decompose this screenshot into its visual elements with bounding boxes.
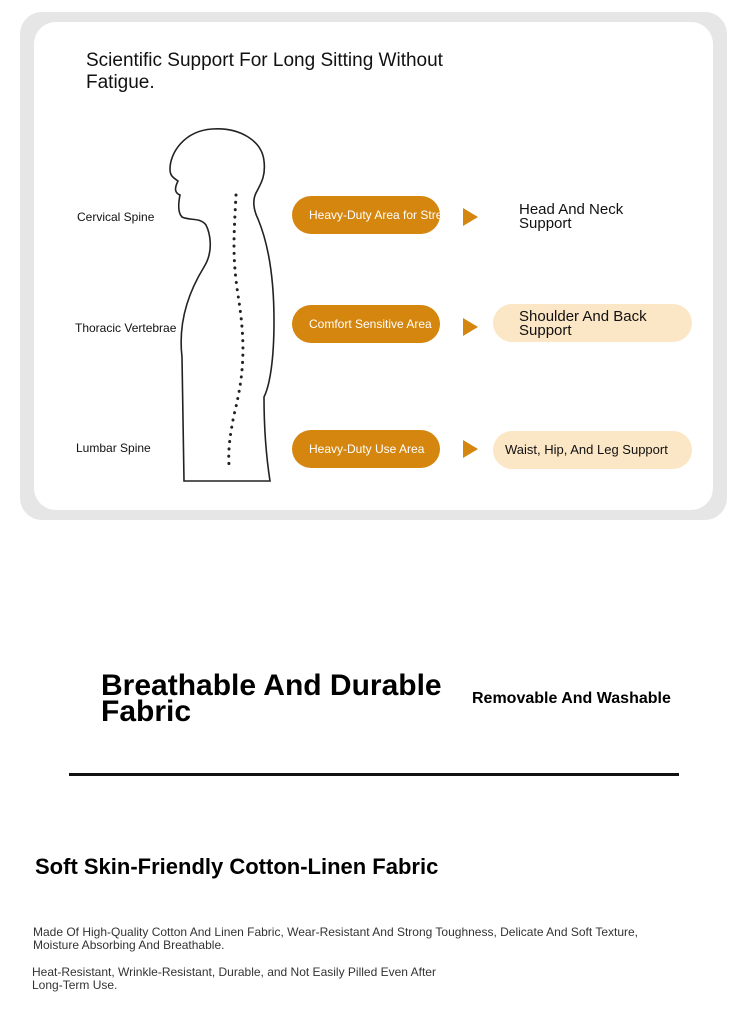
section-divider [69,773,679,776]
benefit-label: Waist, Hip, And Leg Support [505,442,668,457]
body-silhouette [170,129,274,481]
arrow-right-icon [463,440,478,458]
fabric-subheading: Soft Skin-Friendly Cotton-Linen Fabric [35,854,439,879]
spine-label-cervical: Cervical Spine [77,210,155,224]
human-spine-figure [160,125,280,487]
benefit-shoulder-back [493,304,692,342]
fabric-heading: Breathable And Durable Fabric [101,669,442,728]
area-pill-stress-relief: Heavy-Duty Area for Stress Relief [292,196,440,234]
spine-label-thoracic: Thoracic Vertebrae [75,321,177,335]
spine-dots [229,195,243,465]
arrow-right-icon [463,318,478,336]
fabric-description-1: Made Of High-Quality Cotton And Linen Fabric, Wear-Resistant And Strong Toughness, Delicate And Soft Texture, Moisture Absorbing And Breathable. [33,925,638,952]
benefit-label: Shoulder And Back Support [519,308,647,339]
benefit-waist-hip-leg [493,431,692,469]
benefit-label: Head And Neck Support [519,201,624,232]
spine-label-lumbar: Lumbar Spine [76,441,151,455]
area-pill-comfort-sensitive: Comfort Sensitive Area [292,305,440,343]
fabric-description-2: Heat-Resistant, Wrinkle-Resistant, Durable, and Not Easily Pilled Even After Long-Term Use. [32,965,436,992]
support-title: Scientific Support For Long Sitting Without Fatigue. [86,50,443,93]
area-pill-heavy-duty: Heavy-Duty Use Area [292,430,440,468]
benefit-head-neck [493,200,692,238]
removable-washable-label: Removable And Washable [472,690,671,707]
arrow-right-icon [463,208,478,226]
